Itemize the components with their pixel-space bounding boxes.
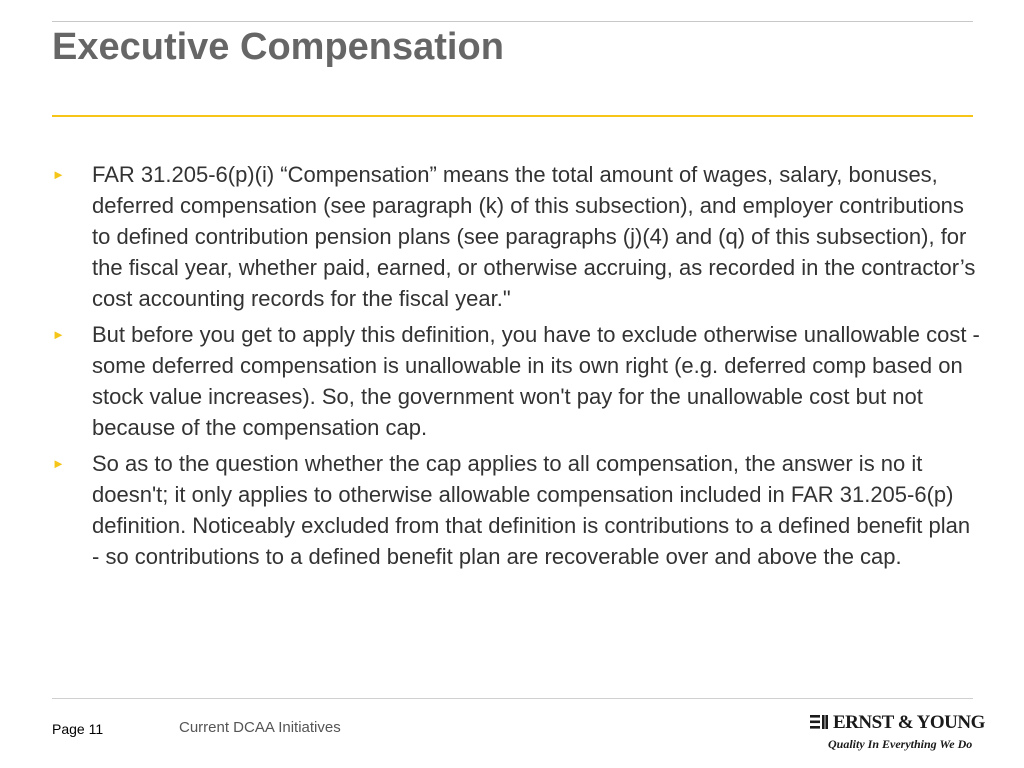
logo-tagline: Quality In Everything We Do	[828, 737, 973, 751]
bullet-arrow-icon: ►	[52, 327, 65, 342]
bullet-arrow-icon: ►	[52, 167, 65, 182]
logo-wordmark: ERNST & YOUNG	[833, 712, 985, 733]
slide-title: Executive Compensation	[52, 26, 504, 68]
bullet-text: So as to the question whether the cap applies to all compensation, the answer is no it doesn't; it only applies to otherwise allowable compensation included in FAR 31.205-6(p) definition. Noticeably excluded from that definition is contributions to a defined benefit plan - so contributions to a defined benefit plan are recoverable over and above the cap.	[92, 451, 971, 569]
company-logo	[808, 712, 985, 754]
page-number: Page 11	[52, 721, 104, 737]
bullet-list	[52, 159, 982, 577]
bullet-arrow-icon: ►	[52, 456, 65, 471]
ernst-young-logo-mark-icon	[810, 715, 828, 729]
presentation-title: Current DCAA Initiatives	[179, 719, 341, 736]
title-accent-divider	[52, 115, 973, 117]
bullet-item	[52, 319, 982, 443]
bullet-item	[52, 448, 982, 572]
bullet-item	[52, 159, 982, 314]
bullet-text: But before you get to apply this definition, you have to exclude otherwise unallowable cost - some deferred compensation is unallowable in its own right (e.g. deferred comp based on stock value increases). So, the government won't pay for the unallowable cost but not because of the compensation cap.	[92, 322, 980, 440]
top-divider	[52, 21, 973, 22]
footer-divider	[52, 698, 973, 699]
bullet-text: FAR 31.205-6(p)(i) “Compensation” means the total amount of wages, salary, bonuses, deferred compensation (see paragraph (k) of this subsection), and employer contributions to defined contribution pension plans (see paragraphs (j)(4) and (q) of this subsection), for the fiscal year, whether paid, earned, or otherwise accruing, as recorded in the contractor’s cost accounting records for the fiscal year."	[92, 162, 976, 311]
